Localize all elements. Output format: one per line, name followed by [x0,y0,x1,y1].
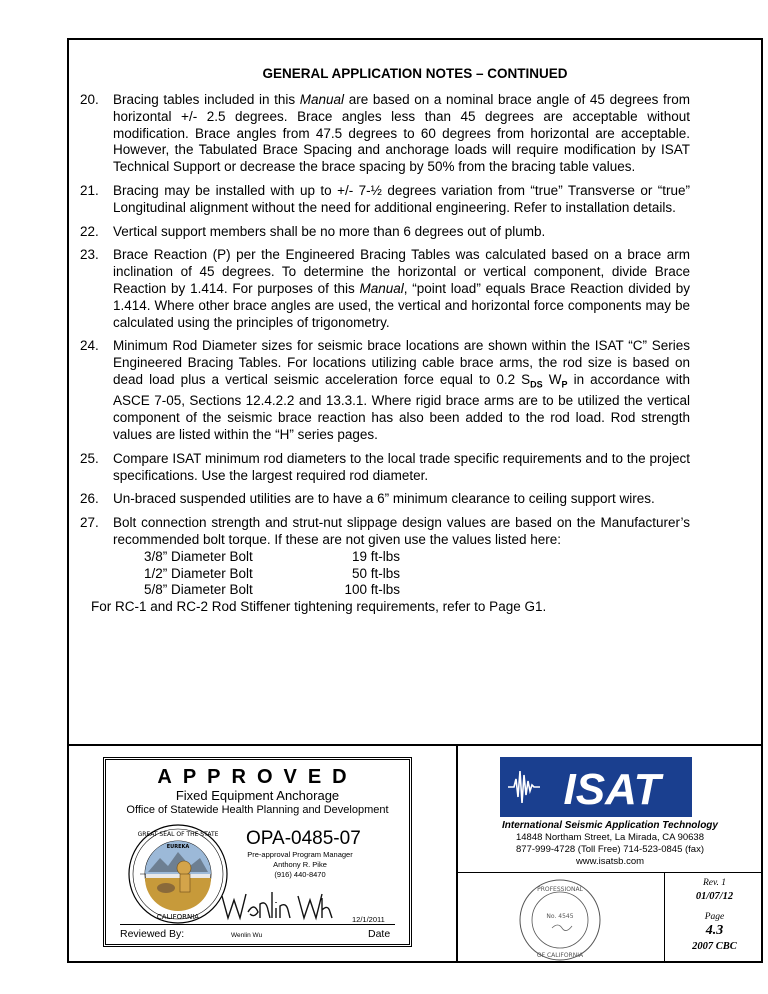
approval-stamp [103,757,412,947]
note-number: 20. [80,92,99,107]
bolt-row: 3/8” Diameter Bolt 19 ft-lbs [144,548,400,564]
note-24 [80,338,690,443]
title-block-divider [664,872,665,963]
title-block-divider [456,872,763,873]
isat-contact-info [470,820,750,868]
note-number: 27. [80,515,99,531]
approval-subtitle: Fixed Equipment Anchorage [175,788,340,803]
bolt-row: 1/2” Diameter Bolt 50 ft-lbs [144,565,400,581]
note-text: Bolt connection strength and strut-nut slippage design values are based on the Manufacturer’s recommended bolt torque. If these are not given use the values listed here: [113,515,690,548]
reviewed-by-label: Reviewed By: [120,928,185,940]
note-22 [80,224,690,241]
stamp-number: No. 4545 [546,913,574,920]
note-number: 24. [80,338,99,354]
svg-text:GREAT SEAL OF THE STATE: GREAT SEAL OF THE STATE [137,831,219,838]
company-phones: 877-999-4728 (Toll Free) 714-523-0845 (fax) [516,844,704,855]
svg-text:CALIFORNIA: CALIFORNIA [156,913,200,921]
building-code: 2007 CBC [692,941,737,952]
isat-logo [500,757,692,822]
isat-logo-text: ISAT [563,765,661,814]
opa-number: OPA-0485-07 [246,828,361,849]
note-21 [80,183,690,217]
note-number: 25. [80,450,99,466]
program-manager: Pre-approval Program Manager Anthony R. Pike (916) 440-8470 [247,850,353,879]
professional-engineer-stamp-icon [518,878,602,967]
bolt-row: 5/8” Diameter Bolt 100 ft-lbs [144,582,400,598]
approved-title: APPROVED [157,766,358,788]
note-number: 21. [80,182,99,198]
page-number: 4.3 [705,923,724,938]
reviewer-signature-icon [218,888,338,929]
revision-date: 01/07/12 [695,891,734,902]
note-text: Bracing tables included in this Manual are based on a nominal brace angle of 45 degrees from horizontal +/- 2.5 degrees. Brace angles less than 45 degrees are acceptable without modification. Brace angles from 47.5 degrees to 60 degrees from horizontal are acceptable. However, the Tabulated Brace Spacing and anchorage loads will require modification by ISAT Technical Support or decrease the brace spacing by 50% from the bracing table values. [113,92,690,175]
note-26 [80,491,690,508]
note-text: Un-braced suspended utilities are to have a 6” minimum clearance to ceiling support wires. [113,491,655,507]
note-text: Vertical support members shall be no more than 6 degrees out of plumb. [113,223,546,239]
reviewer-name: Wenlin Wu [231,932,263,939]
note-23 [80,247,690,331]
note-text: Compare ISAT minimum rod diameters to the local trade specific requirements and to the project specifications. Use the largest required rod diameter. [113,450,690,483]
company-address: 14848 Northam Street, La Mirada, CA 90638 [515,832,704,843]
note-text: Minimum Rod Diameter sizes for seismic brace locations are shown within the ISAT “C” Series Engineered Bracing Tables. For locations utilizing cable brace arms, the rod size is based on dead load plus a vertical seismic acceleration force equal to 0.2 $S_{DS}$ $W_P$ in accordance with ASCE 7-05, Sections 12.4.2.2 and 13.3.1. Where rigid brace arms are to be utilized the vertical component of the seismic brace reaction has also been added to the rod load. Rod strength values are listed within the “H” series pages. [113,338,690,443]
note-27 [80,515,690,549]
page-label: Page [704,912,725,922]
notes-list [80,92,690,616]
rc-stiffener-note: For RC-1 and RC-2 Rod Stiffener tightening requirements, refer to Page G1. [91,599,547,615]
svg-text:EUREKA: EUREKA [166,844,190,850]
note-number: 22. [80,223,99,239]
note-20 [80,92,690,176]
note-text: Bracing may be installed with up to +/- 7-½ degrees variation from “true” Transverse or “true” Longitudinal alignment without the need for additional engineering. Refer to installation details. [113,182,690,215]
revision-label: Rev. 1 [702,878,727,888]
note-number: 23. [80,247,99,263]
company-website: www.isatsb.com [575,856,645,867]
approval-office: Office of Statewide Health Planning and Development [126,804,389,816]
title-block-divider [67,744,763,746]
svg-text:OF CALIFORNIA: OF CALIFORNIA [536,952,584,959]
revision-block [666,878,763,952]
bolt-torque-table [80,549,690,599]
page-heading: GENERAL APPLICATION NOTES – CONTINUED [262,66,568,81]
note-number: 26. [80,491,99,507]
title-block-divider [456,744,458,963]
signature-line [120,924,395,925]
company-name: International Seismic Application Technology [502,820,718,831]
signature-date: 12/1/2011 [352,915,385,924]
note-text: Brace Reaction (P) per the Engineered Bracing Tables was calculated based on a brace arm inclination of 45 degrees. To determine the horizontal or vertical component, divide Brace Reaction by 1.414. For purposes of this Manual, “point load” equals Brace Reaction divided by 1.414. Where other brace angles are used, the vertical and horizontal force components may be calculated using the principles of trigonometry. [113,247,690,330]
state-seal-icon [126,822,230,931]
svg-text:PROFESSIONAL: PROFESSIONAL [537,886,583,893]
date-label: Date [368,928,391,940]
note-25 [80,451,690,485]
